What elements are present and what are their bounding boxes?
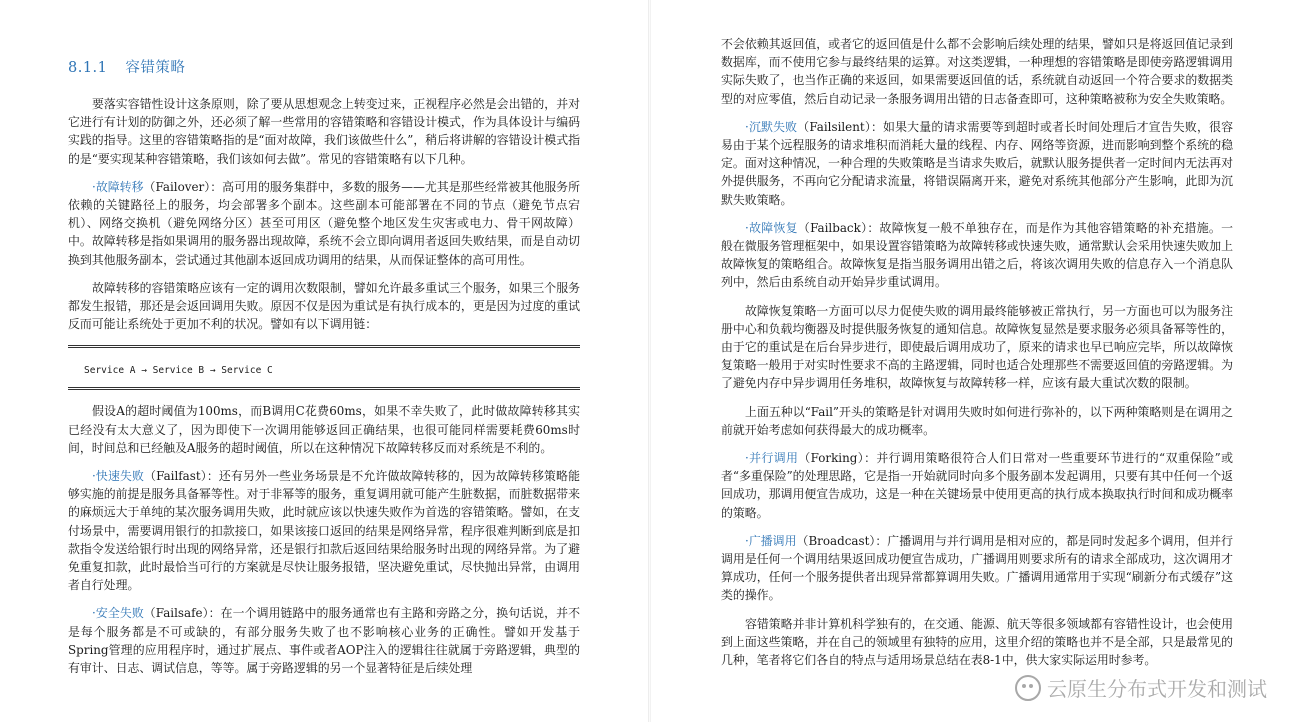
section-title: 容错策略 bbox=[125, 60, 186, 76]
failover-term: 故障转移 bbox=[95, 179, 144, 194]
failover-body: （Failover）：高可用的服务集群中，多数的服务——尤其是那些经常被其他服务所依赖的关键路径上的服务，均会部署多个副本。这些副本可能部署在不同的节点（避免节点宕机）、网络交换机（避免网络分区）甚至可用区（避免整个地区发生灾害或电力、骨干网故障）中。故障转移是指如果调用的服务器出现故障，系统不会立即向调用者返回失败结果，而是自动切换到其他服务副本，尝试通过其他副本返回成功调用的结果，从而保证整体的高可用性。 bbox=[68, 179, 580, 267]
broadcast-paragraph bbox=[721, 532, 1233, 605]
timeout-paragraph: 假设A的超时阈值为100ms，而B调用C花费60ms，如果不幸失败了，此时做故障转移其实已经没有太大意义了，因为即使下一次调用能够返回正确结果，也很可能同样需要耗费60ms时间，时间总和已经触及A服务的超时阈值，所以在这种情况下故障转移反而对系统是不利的。 bbox=[68, 404, 580, 455]
failback-detail-paragraph: 故障恢复策略一方面可以尽力促使失败的调用最终能够被正常执行，另一方面也可以为服务注册中心和负载均衡器及时提供服务恢复的通知信息。故障恢复显然是要求服务必须具备幂等性的，由于它的重试是在后台异步进行，即使最后调用成功了，原来的请求也早已响应完毕，所以故障恢复策略一般用于对实时性要求不高的主路逻辑，同时也适合处理那些不需要返回值的旁路逻辑。为了避免内存中异步调用任务堆积，故障恢复与故障转移一样，应该有最大重试次数的限制。 bbox=[721, 303, 1233, 391]
intro-paragraph: 要落实容错性设计这条原则，除了要从思想观念上转变过来，正视程序必然是会出错的，并对它进行有计划的防御之外，还必须了解一些常用的容错策略和容错设计模式，作为具体设计与编码实践的指导。这里的容错策略指的是“面对故障，我们该做些什么”，稍后将讲解的容错设计模式指的是“要实现某种容错策略，我们该如何去做”。常见的容错策略有以下几种。 bbox=[68, 97, 580, 166]
right-page bbox=[651, 0, 1299, 722]
left-page-content bbox=[68, 52, 580, 687]
failfast-body: （Failfast）：还有另外一些业务场景是不允许做故障转移的，因为故障转移策略能够实施的前提是服务具备幂等性。对于非幂等的服务，重复调用就可能产生脏数据，而脏数据带来的麻烦远大于单纯的某次服务调用失败，此时就应该以快速失败作为首选的容错策略。譬如，在支付场景中，需要调用银行的扣款接口，如果该接口返回的结果是网络异常，程序很难判断到底是扣款指令发送给银行时出现的网络异常，还是银行扣款后返回结果给服务时出现的网络异常。为了避免重复扣款，此时最恰当可行的方案就是尽快让服务报错，坚决避免重试，尽快抛出异常，由调用者自行处理。 bbox=[68, 469, 580, 593]
bullet-dot: · bbox=[745, 451, 749, 466]
summary-paragraph: 上面五种以“Fail”开头的策略是针对调用失败时如何进行弥补的，以下两种策略则是在调用之前就开始考虑如何获得最大的成功概率。 bbox=[721, 404, 1233, 437]
failback-body: （Failback）：故障恢复一般不单独存在，而是作为其他容错策略的补充措施。一般在微服务管理框架中，如果设置容错策略为故障转移或快速失败，通常默认会采用快速失败加上故障恢复的策略组合。故障恢复是指当服务调用出错之后，将该次调用失败的信息存入一个消息队列中，然后由系统自动开始异步重试调用。 bbox=[721, 220, 1233, 290]
failsafe-body: （Failsafe）：在一个调用链路中的服务通常也有主路和旁路之分，换句话说，并不是每个服务都是不可或缺的，有部分服务失败了也不影响核心业务的正确性。譬如开发基于Spring管理的应用程序时，通过扩展点、事件或者AOP注入的逻辑往往就属于旁路逻辑，典型的有审计、日志、调试信息，等等。属于旁路逻辑的另一个显著特征是后续处理 bbox=[68, 606, 580, 676]
wechat-icon bbox=[1015, 675, 1041, 701]
left-page bbox=[0, 0, 648, 722]
section-heading bbox=[68, 56, 580, 77]
forking-body: （Forking）：并行调用策略很符合人们日常对一些重要环节进行的“双重保险”或者“多重保险”的处理思路，它是指一开始就同时向多个服务副本发起调用，只要有其中任何一个返回成功，那调用便宣告成功，这是一种在关键场景中使用更高的执行成本换取执行时间和成功概率的策略。 bbox=[721, 451, 1233, 520]
failsilent-term: 沉默失败 bbox=[748, 119, 798, 134]
failback-paragraph bbox=[721, 219, 1233, 292]
bullet-dot: · bbox=[92, 469, 96, 484]
failfast-term: 快速失败 bbox=[95, 469, 145, 484]
broadcast-term: 广播调用 bbox=[748, 533, 797, 548]
bullet-dot: · bbox=[92, 606, 96, 621]
failsilent-paragraph bbox=[721, 118, 1233, 209]
failsilent-body: （Failsilent）：如果大量的请求需要等到超时或者长时间处理后才宣告失败，很容易由于某个远程服务的请求堆积而消耗大量的线程、内存、网络等资源，进而影响到整个系统的稳定。面对这种情况，一种合理的失败策略是当请求失败后，就默认服务提供者一定时间内无法再对外提供服务，不再向它分配请求流量，将错误隔离开来，避免对系统其他部分产生影响，此即为沉默失败策略。 bbox=[721, 119, 1233, 207]
bullet-dot: · bbox=[745, 119, 749, 134]
failsafe-term: 安全失败 bbox=[95, 606, 144, 621]
bullet-dot: · bbox=[92, 179, 96, 194]
watermark bbox=[1015, 673, 1267, 702]
failsafe-continuation: 不会依赖其返回值，或者它的返回值是什么都不会影响后续处理的结果，譬如只是将返回值记录到数据库，而不使用它参与最终结果的运算。对这类逻辑，一种理想的容错策略是即使旁路逻辑调用实际失败了，也当作正确的来返回，如果需要返回值的话，系统就自动返回一个符合要求的数据类型的对应零值，然后自动记录一条服务调用出错的日志备查即可，这种策略被称为安全失败策略。 bbox=[721, 37, 1233, 106]
forking-term: 并行调用 bbox=[748, 451, 799, 466]
failback-term: 故障恢复 bbox=[748, 220, 798, 235]
retry-limit-paragraph: 故障转移的容错策略应该有一定的调用次数限制，譬如允许最多重试三个服务，如果三个服务都发生报错，那还是会返回调用失败。原因不仅是因为重试是有执行成本的，更是因为过度的重试反而可能让系统处于更加不利的状况。譬如有以下调用链： bbox=[68, 280, 580, 332]
code-block bbox=[68, 345, 580, 390]
broadcast-body: （Broadcast）：广播调用与并行调用是相对应的，都是同时发起多个调用，但并行调用是任何一个调用结果返回成功便宣告成功，广播调用则要求所有的请求全部成功，这次调用才算成功，任何一个服务提供者出现异常都算调用失败。广播调用通常用于实现“刷新分布式缓存”这类的操作。 bbox=[721, 533, 1233, 603]
bullet-dot: · bbox=[745, 533, 749, 548]
call-chain-code: Service A → Service B → Service C bbox=[84, 365, 273, 377]
section-number: 8.1.1 bbox=[68, 60, 108, 76]
watermark-text: 云原生分布式开发和测试 bbox=[1047, 677, 1267, 701]
closing-paragraph: 容错策略并非计算机科学独有的，在交通、能源、航天等很多领域都有容错性设计，也会使用到上面这些策略，并在自己的领域里有独特的应用，这里介绍的策略也并不是全部，只是最常见的几种，笔者将它们各自的特点与适用场景总结在表8-1中，供大家实际运用时参考。 bbox=[721, 616, 1233, 668]
bullet-dot: · bbox=[745, 220, 749, 235]
failfast-paragraph bbox=[68, 467, 580, 594]
failsafe-paragraph bbox=[68, 604, 580, 677]
right-page-content bbox=[721, 35, 1233, 679]
forking-paragraph bbox=[721, 449, 1233, 522]
failover-paragraph bbox=[68, 178, 580, 269]
